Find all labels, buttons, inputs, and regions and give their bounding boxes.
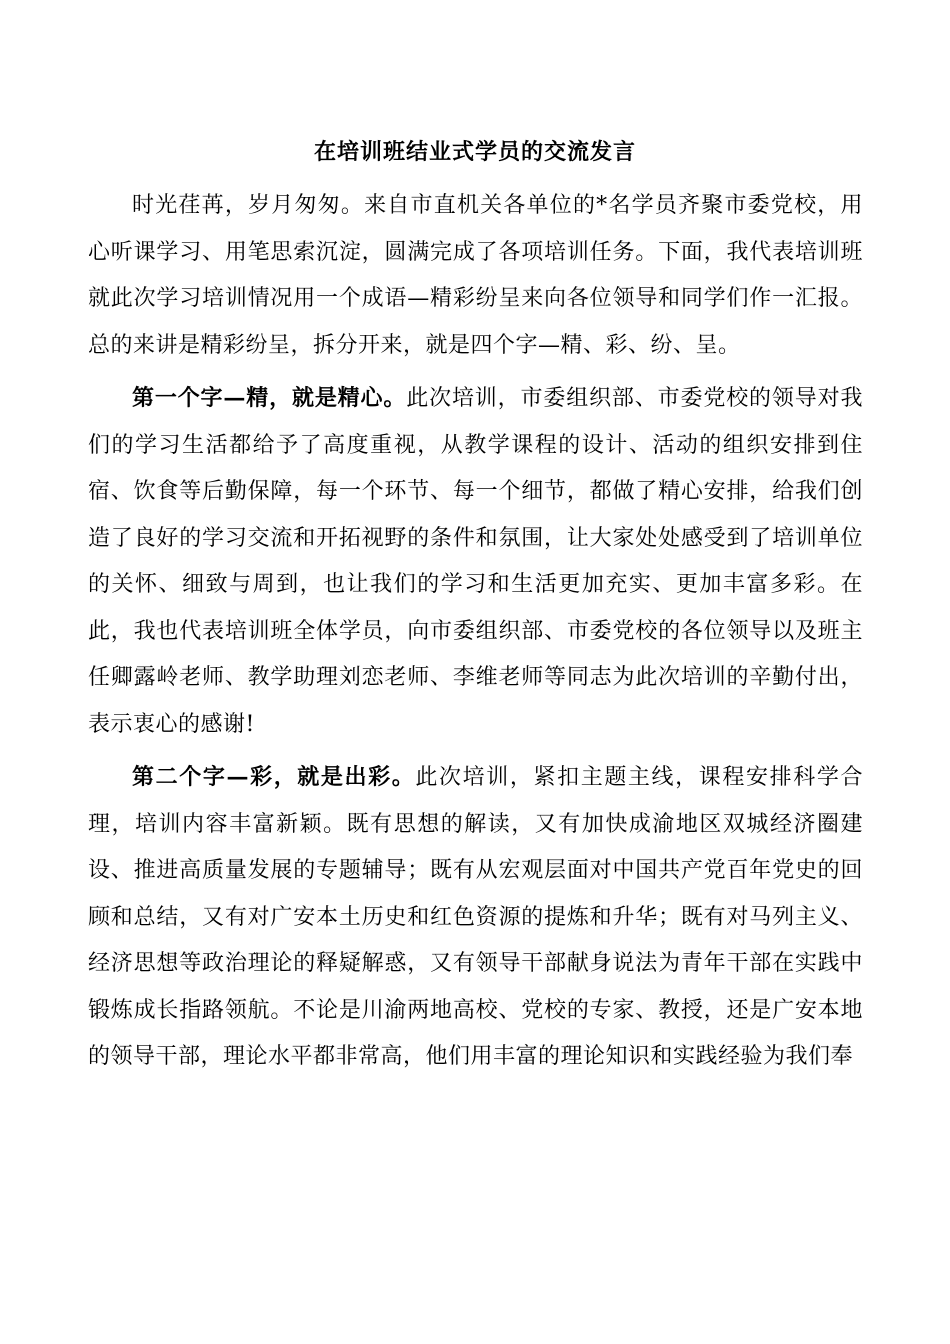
paragraph-text: 此次培训，市委组织部、市委党校的领导对我们的学习生活都给予了高度重视，从教学课程的设计、活动的组织安排到住宿、饮食等后勤保障，每一个环节、每一个细节，都做了精心安排，给我们创造了良好的学习交流和开拓视野的条件和氛围，让大家处处感受到了培训单位的关怀、细致与周到，也让我们的学习和生活更加充实、更加丰富多彩。在此，我也代表培训班全体学员，向市委组织部、市委党校的各位领导以及班主任卿露岭老师、教学助理刘恋老师、李维老师等同志为此次培训的辛勤付出，表示衷心的感谢! bbox=[88, 386, 863, 737]
paragraph-lead-heading: 第二个字—彩，就是出彩。 bbox=[132, 764, 416, 790]
paragraph-lead-heading: 第一个字—精，就是精心。 bbox=[132, 385, 407, 411]
paragraph-text: 时光荏苒，岁月匆匆。来自市直机关各单位的*名学员齐聚市委党校，用心听课学习、用笔思索沉淀，圆满完成了各项培训任务。下面，我代表培训班就此次学习培训情况用一个成语—精彩纷呈来向各位领导和同学们作一汇报。总的来讲是精彩纷呈，拆分开来，就是四个字—精、彩、纷、呈。 bbox=[88, 193, 863, 358]
document-title: 在培训班结业式学员的交流发言 bbox=[313, 139, 636, 165]
paragraph-text: 此次培训，紧扣主题主线，课程安排科学合理，培训内容丰富新颖。既有思想的解读，又有加快成渝地区双城经济圈建设、推进高质量发展的专题辅导；既有从宏观层面对中国共产党百年党史的回顾和总结，又有对广安本土历史和红色资源的提炼和升华；既有对马列主义、经济思想等政治理论的释疑解惑，又有领导干部献身说法为青年干部在实践中锻炼成长指路领航。不论是川渝两地高校、党校的专家、教授，还是广安本地的领导干部，理论水平都非常高，他们用丰富的理论知识和实践经验为我们奉 bbox=[88, 765, 863, 1069]
paragraph-first-character bbox=[88, 375, 863, 748]
paragraph-opening bbox=[88, 183, 863, 369]
paragraph-second-character bbox=[88, 754, 863, 1081]
document-body bbox=[88, 183, 863, 1081]
